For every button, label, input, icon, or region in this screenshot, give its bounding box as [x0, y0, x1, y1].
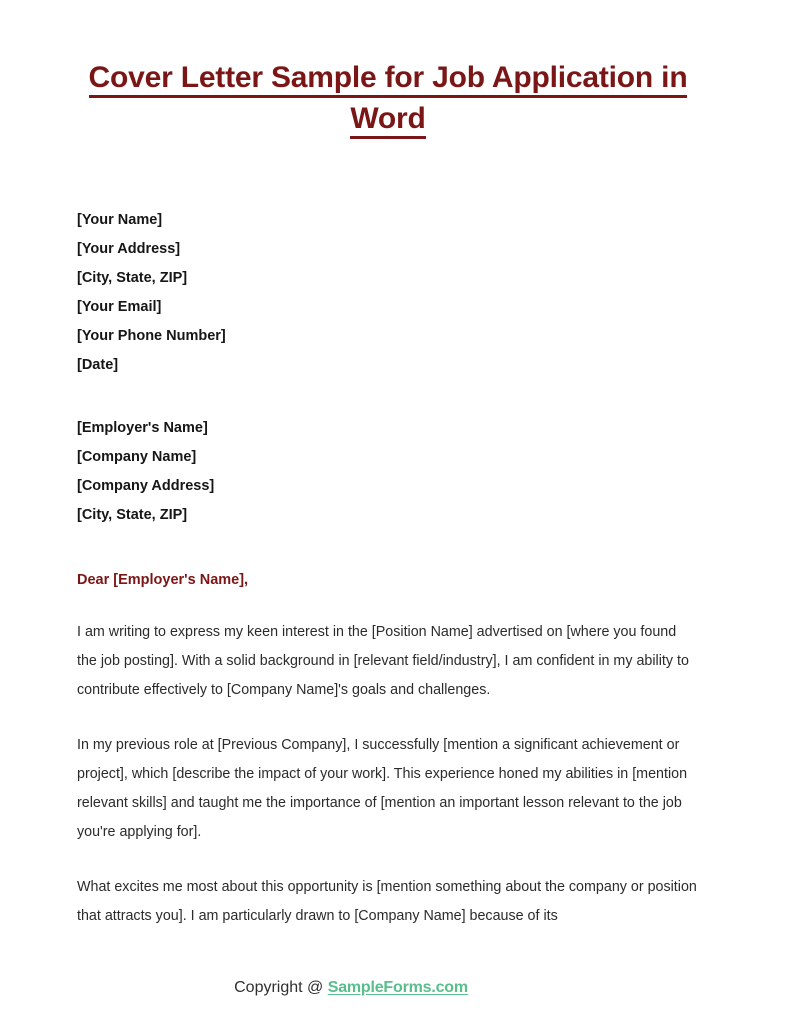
body-paragraph-1: I am writing to express my keen interest in the [Position Name] advertised on [where you found the job posting]. With a solid background in [relevant field/industry], I am confident in my ability to contribute effectively to [Company Name]'s goals and challenges.: [77, 624, 689, 698]
body-paragraph-2: In my previous role at [Previous Company], I successfully [mention a significant achievement or project], which [describe the impact of your work]. This experience honed my abilities in [mention relevant skills] and taught me the importance of [mention an important lesson relevant to the job you're applying for].: [77, 737, 688, 840]
recipient-line: [Company Name]: [77, 449, 197, 465]
letter-body: [77, 206, 697, 945]
sender-address-block: [77, 206, 697, 380]
sender-line: [City, State, ZIP]: [77, 270, 188, 286]
recipient-line: [City, State, ZIP]: [77, 507, 188, 523]
body-paragraph-3: What excites me most about this opportunity is [mention something about the company or position that attracts you]. I am particularly drawn to [Company Name] because of its: [77, 879, 697, 924]
sender-line: [Your Name]: [77, 212, 163, 228]
sender-line: [Date]: [77, 357, 119, 373]
sender-line: [Your Phone Number]: [77, 328, 226, 344]
salutation: Dear [Employer's Name],: [77, 572, 249, 588]
sender-line: [Your Address]: [77, 241, 181, 257]
footer-copyright-label: Copyright @: [234, 979, 328, 996]
footer: [0, 979, 786, 997]
page-title-text: Cover Letter Sample for Job Application in Word: [89, 61, 688, 139]
address-block-spacer: [77, 380, 697, 414]
recipient-line: [Company Address]: [77, 478, 215, 494]
footer-brand-link[interactable]: SampleForms.com: [327, 979, 468, 996]
page-title: [77, 57, 699, 139]
recipient-line: [Employer's Name]: [77, 420, 208, 436]
recipient-address-block: [77, 414, 697, 530]
sender-line: [Your Email]: [77, 299, 162, 315]
